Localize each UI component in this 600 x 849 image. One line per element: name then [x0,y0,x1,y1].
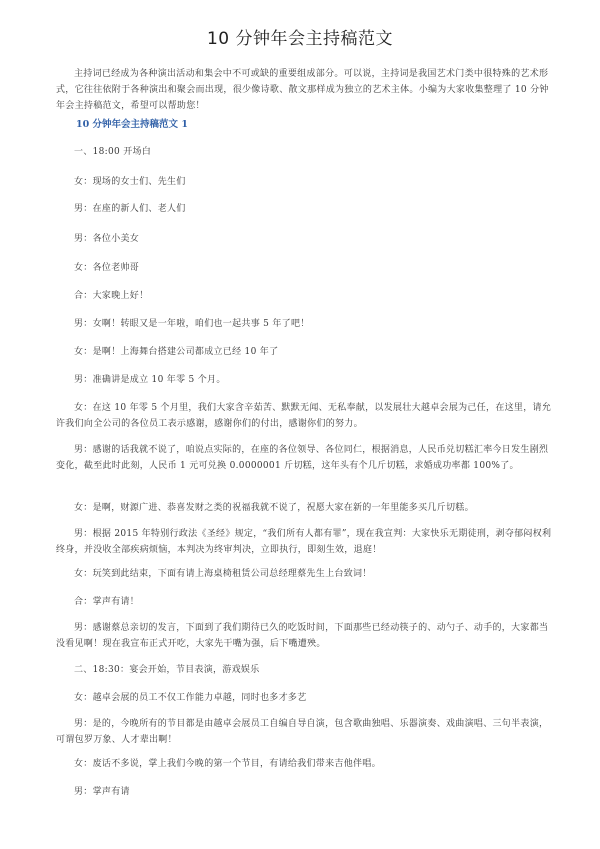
paragraph-19: 男：是的，今晚所有的节目都是由越卓会展员工自编自导自演，包含歌曲独唱、乐器演奏、戏曲演唱、三句半表演，可谓包罗万象、人才辈出啊！ [56,719,549,745]
intro-paragraph: 主持词已经成为各种演出活动和集会中不可或缺的重要组成部分。可以说，主持词是我国艺术门类中很特殊的艺术形式，它往往依附于各种演出和聚会而出现，很少像诗歌、散文那样成为独立的艺术主体。小编为大家收集整理了 10 分钟年会主持稿范文，希望可以帮助您！ [56,69,549,111]
section-heading: 10 分钟年会主持稿范文 1 [76,119,188,130]
paragraph-8: 女：是啊！上海舞台搭建公司都成立已经 10 年了 [74,347,279,357]
paragraph-20: 女：废话不多说，掌上我们今晚的第一个节目，有请给我们带来吉他伴唱。 [74,759,381,769]
paragraph-12: 女：是啊，财源广进、恭喜发财之类的祝福我就不说了，祝愿大家在新的一年里能多买几斤切糕。 [74,503,474,513]
paragraph-16: 男：感谢蔡总亲切的发言，下面到了我们期待已久的吃饭时间，下面那些已经动筷子的、动勺子、动手的，大家都当没看见啊！现在我宣布正式开吃，大家先干嘴为强，后下嘴遭殃。 [56,623,549,649]
paragraph-11: 男：感谢的话我就不说了，咱说点实际的，在座的各位领导、各位同仁，根据消息，人民币兑切糕汇率今日发生剧烈变化，截至此时此刻，人民币 1 元可兑换 0.0000001 斤切糕，这年头有个几斤切糕，求婚成功率都 100%了。 [56,445,549,471]
page-title: 10 分钟年会主持稿范文 [206,29,394,49]
paragraph-14: 女：玩笑到此结束，下面有请上海桌椅租赁公司总经理蔡先生上台致词！ [74,569,372,579]
paragraph-5: 女：各位老帅哥 [74,263,140,273]
paragraph-10: 女：在这 10 年零 5 个月里，我们大家含辛茹苦、默默无闻、无私奉献，以发展壮大越卓会展为己任，在这里，请允许我们向全公司的各位员工表示感谢，感谢你们的付出，感谢你们的努力。 [56,403,552,429]
paragraph-6: 合：大家晚上好！ [74,291,149,301]
paragraph-1: 一、18:00 开场白 [74,147,152,157]
paragraph-17: 二、18:30：宴会开始，节目表演，游戏娱乐 [74,665,260,675]
paragraph-4: 男：各位小美女 [74,234,140,244]
paragraph-18: 女：越卓会展的员工不仅工作能力卓越，同时也多才多艺 [74,693,307,703]
paragraph-15: 合：掌声有请！ [74,597,140,607]
paragraph-3: 男：在座的新人们、老人们 [74,204,186,214]
paragraph-13: 男：根据 2015 年特别行政法《圣经》规定，“我们所有人都有罪”，现在我宣判：大家快乐无期徒刑，剥夺郁闷权利终身，并没收全部疾病烦恼，本判决为终审判决，立即执行，即刻生效，退庭！ [56,529,552,555]
paragraph-7: 男：女啊！转眼又是一年啦，咱们也一起共事 5 年了吧！ [74,319,310,329]
paragraph-9: 男：准确讲是成立 10 年零 5 个月。 [74,375,226,385]
paragraph-21: 男：掌声有请 [74,787,130,797]
paragraph-2: 女：现场的女士们、先生们 [74,177,186,187]
